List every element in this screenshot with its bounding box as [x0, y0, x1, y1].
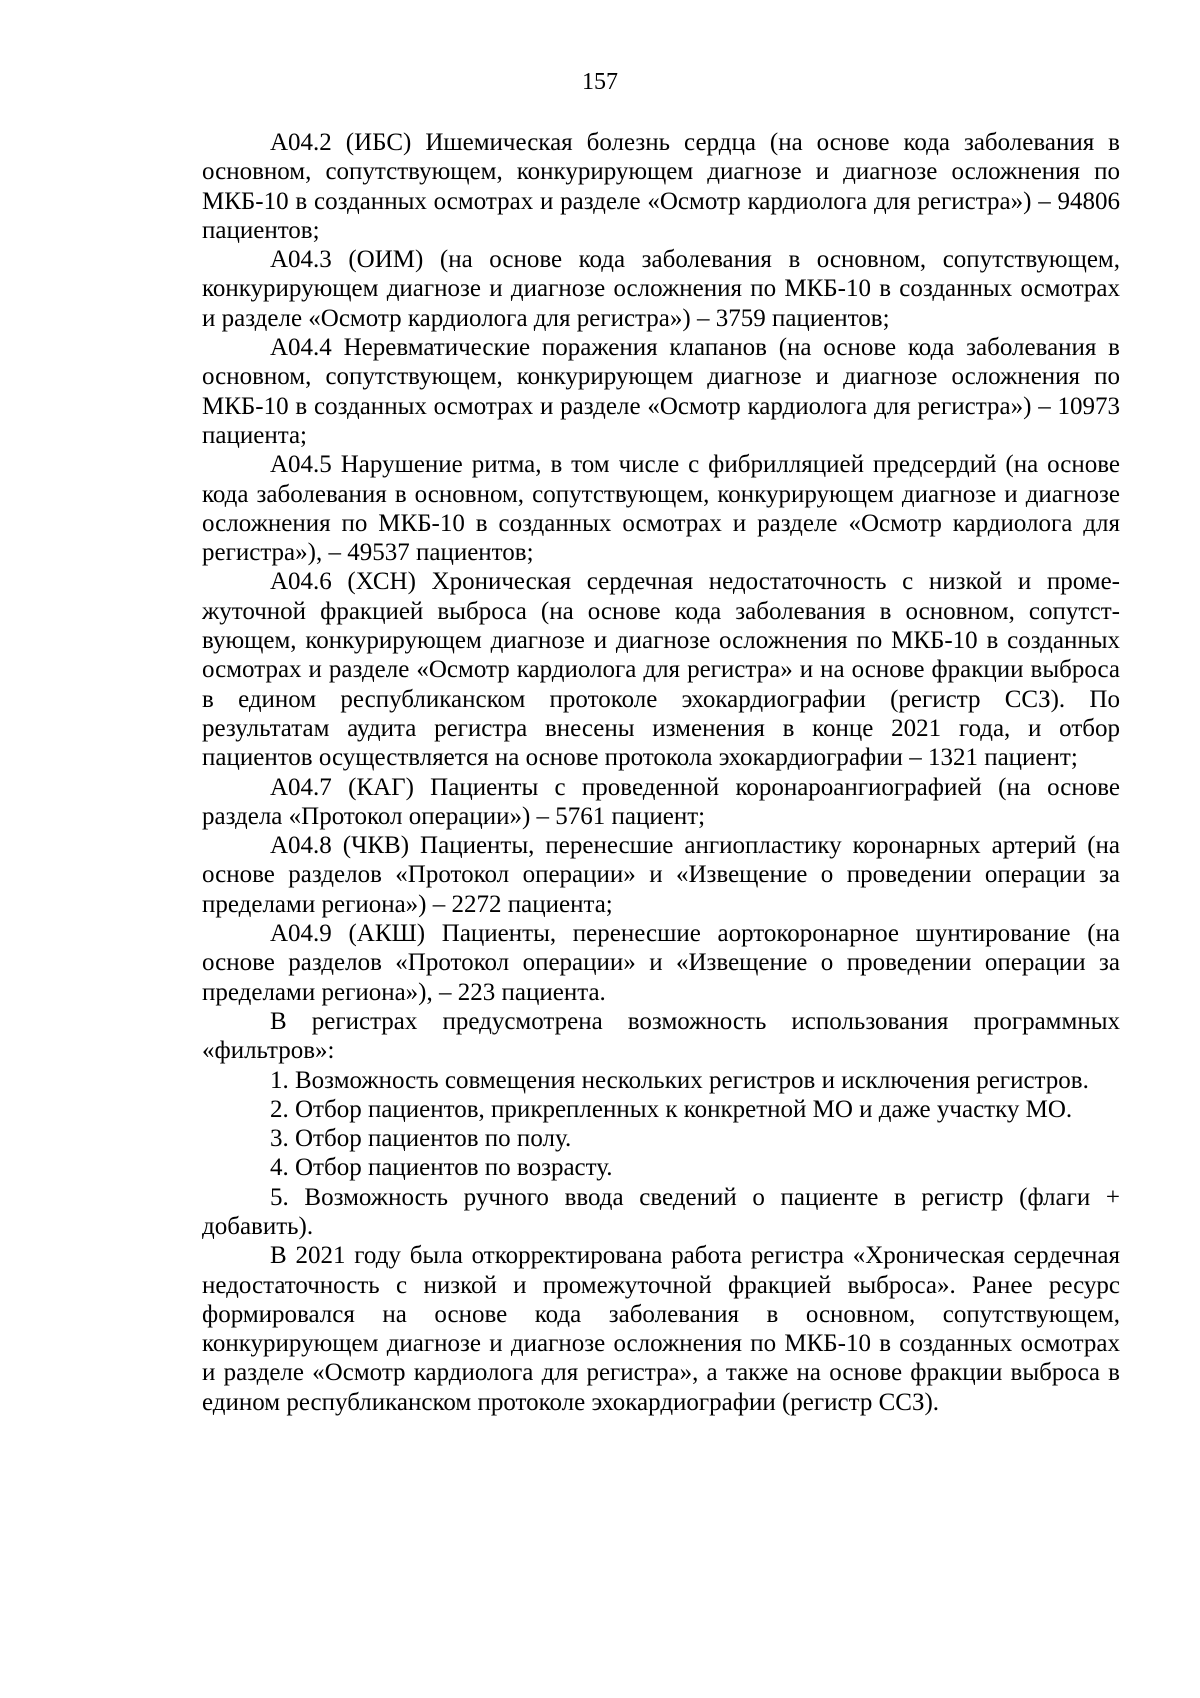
paragraph-a04-8: А04.8 (ЧКВ) Пациенты, перенесшие ангиопластику коронарных артерий (на основе разделов «Протокол операции» и «Извещение о проведении операции за пределами региона») – 2272 пациента;: [202, 832, 1120, 918]
paragraph-a04-7: А04.7 (КАГ) Пациенты с проведенной коронароангиографией (на основе раздела «Протокол операции») – 5761 пациент;: [202, 773, 1120, 830]
page-number: 157: [582, 69, 618, 95]
paragraph-filters-intro: В регистрах предусмотрена возможность использования программных «фильтров»:: [202, 1007, 1120, 1065]
list-item-3: 3. Отбор пациентов по полу.: [270, 1125, 572, 1153]
list-item-1: 1. Возможность совмещения нескольких регистров и исключения регистров.: [270, 1066, 1089, 1094]
paragraph-a04-9: А04.9 (АКШ) Пациенты, перенесшие аортокоронарное шунтирование (на основе разделов «Протокол операции» и «Извещение о проведении операции за пределами региона»), – 223 пациента.: [202, 920, 1120, 1006]
paragraph-2021-update: В 2021 году была откорректирована работа регистра «Хроническая сердечная недостаточность с низкой и промежуточной фракцией выброса». Ранее ресурс формировался на основе кода заболевания в основном, сопутствующем, конкурирующем диагнозе и диагнозе осложнения по МКБ-10 в созданных осмотрах и разделе «Осмотр кардиолога для регистра», а также на основе фракции выброса в едином республиканском протоколе эхокардиографии (регистр ССЗ).: [202, 1242, 1120, 1416]
document-body: [202, 128, 1120, 1417]
paragraph-a04-5: А04.5 Нарушение ритма, в том числе с фибрилляцией предсердий (на основе кода заболевания в основном, сопутствующем, конкурирующем диагнозе и диагнозе осложнения по МКБ-10 в созданных осмотрах и разделе «Осмотр кардиолога для регистра»), – 49537 пациентов;: [202, 451, 1120, 567]
paragraph-a04-3: А04.3 (ОИМ) (на основе кода заболевания в основном, сопутствующем, конкурирующем диагнозе и диагнозе осложнения по МКБ-10 в созданных осмотрах и разделе «Осмотр кардиолога для регистра») – 3759 пациентов;: [202, 246, 1120, 332]
list-item-4: 4. Отбор пациентов по возрасту.: [270, 1154, 613, 1182]
list-item-2: 2. Отбор пациентов, прикрепленных к конкретной МО и даже участку МО.: [270, 1095, 1073, 1123]
paragraph-a04-4: А04.4 Неревматические поражения клапанов (на основе кода заболевания в основном, сопутствующем, конкурирующем диагнозе и диагнозе осложнения по МКБ-10 в созданных осмотрах и разделе «Осмотр кардиолога для регистра») – 10973 пациента;: [202, 334, 1120, 449]
paragraph-a04-6: А04.6 (ХСН) Хроническая сердечная недостаточность с низкой и промежуточной фракцией выброса (на основе кода заболевания в основном, сопутствующем, конкурирующем диагнозе и диагнозе осложнения по МКБ-10 в созданных осмотрах и разделе «Осмотр кардиолога для регистра» и на основе фракции выброса в едином республиканском протоколе эхокардиографии (регистр ССЗ). По результатам аудита регистра внесены изменения в конце 2021 года, и отбор пациентов осуществляется на основе протокола эхокардиографии – 1321 пациент;: [202, 568, 1120, 772]
list-item-5: 5. Возможность ручного ввода сведений о пациенте в регистр (флаги + добавить).: [202, 1183, 1120, 1240]
paragraph-a04-2: А04.2 (ИБС) Ишемическая болезнь сердца (на основе кода заболевания в основном, сопутствующем, конкурирующем диагнозе и диагнозе осложнения по МКБ-10 в созданных осмотрах и разделе «Осмотр кардиолога для регистра») – 94806 пациентов;: [202, 129, 1120, 244]
